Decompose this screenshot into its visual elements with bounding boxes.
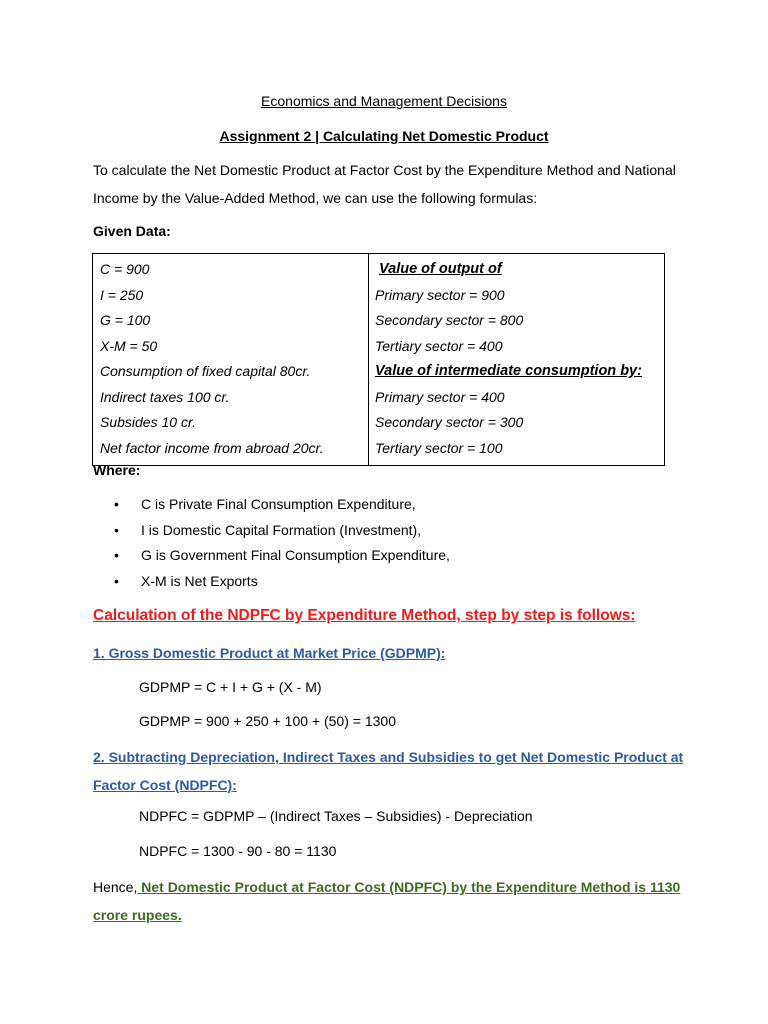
- given-item: Indirect taxes 100 cr.: [100, 388, 230, 405]
- given-item: C = 900: [100, 261, 150, 277]
- intermediate-item: Primary sector = 400: [375, 388, 505, 405]
- where-list: [114, 492, 450, 594]
- step2-heading-line2: Factor Cost (NDPFC):: [93, 777, 237, 793]
- sector-values-cell: [369, 254, 665, 466]
- given-variables-cell: [93, 254, 369, 466]
- given-item: Subsides 10 cr.: [100, 414, 196, 430]
- output-value-header: Value of output of: [379, 261, 502, 277]
- step2-formula: NDPFC = GDPMP – (Indirect Taxes – Subsidies) - Depreciation: [139, 808, 533, 824]
- output-item: Secondary sector = 800: [375, 312, 524, 328]
- given-item: Net factor income from abroad 20cr.: [100, 439, 324, 456]
- output-item: Primary sector = 900: [375, 286, 505, 303]
- intermediate-item: Secondary sector = 300: [375, 414, 524, 430]
- given-item: I = 250: [100, 286, 144, 303]
- step2-heading-line1: 2. Subtracting Depreciation, Indirect Taxes and Subsidies to get Net Domestic Product at: [93, 749, 684, 765]
- conclusion-prefix: Hence,: [93, 879, 138, 895]
- given-item: G = 100: [100, 312, 151, 328]
- step1-calculation: GDPMP = 900 + 250 + 100 + (50) = 1300: [139, 713, 396, 729]
- given-data-table: [92, 253, 665, 466]
- step1-heading: 1. Gross Domestic Product at Market Price (GDPMP):: [93, 645, 446, 661]
- conclusion: [93, 873, 713, 929]
- given-data-label: Given Data:: [93, 223, 171, 239]
- given-item: X-M = 50: [100, 337, 158, 354]
- section-heading: Calculation of the NDPFC by Expenditure Method, step by step is follows:: [93, 607, 636, 624]
- assignment-title: Assignment 2 | Calculating Net Domestic Product: [219, 128, 549, 144]
- list-item: • I is Domestic Capital Formation (Investment),: [114, 518, 450, 544]
- conclusion-line1: Net Domestic Product at Factor Cost (NDPFC) by the Expenditure Method is 1130: [137, 879, 681, 895]
- given-item: Consumption of fixed capital 80cr.: [100, 363, 311, 379]
- output-item: Tertiary sector = 400: [375, 337, 503, 354]
- course-title: Economics and Management Decisions: [261, 93, 507, 109]
- step2-calculation: NDPFC = 1300 - 90 - 80 = 1130: [139, 843, 337, 859]
- intro-paragraph: To calculate the Net Domestic Product at Factor Cost by the Expenditure Method and National Income by the Value-Added Method, we can use the following formulas:: [93, 162, 676, 206]
- step1-formula: GDPMP = C + I + G + (X - M): [139, 679, 322, 695]
- intermediate-consumption-header: Value of intermediate consumption by:: [375, 363, 642, 379]
- intermediate-item: Tertiary sector = 100: [375, 439, 503, 456]
- list-item: • X-M is Net Exports: [114, 569, 450, 595]
- where-label: Where:: [93, 462, 141, 478]
- step2-heading: [93, 743, 713, 799]
- list-item: • G is Government Final Consumption Expenditure,: [114, 543, 450, 569]
- list-item: • C is Private Final Consumption Expenditure,: [114, 492, 450, 518]
- conclusion-line2: crore rupees.: [93, 907, 182, 923]
